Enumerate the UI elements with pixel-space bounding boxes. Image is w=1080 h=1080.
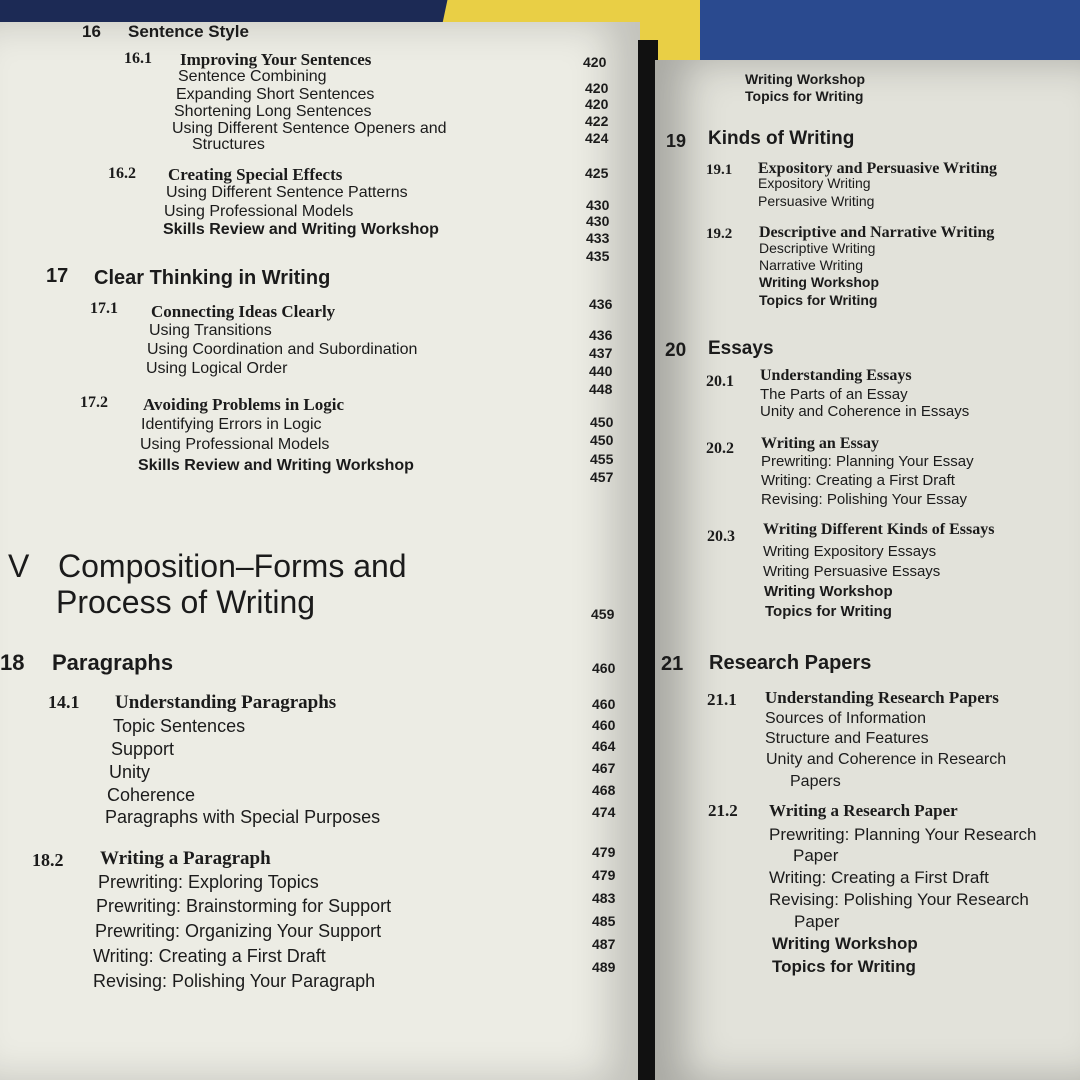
toc-item: Writing: Creating a First Draft: [769, 868, 989, 887]
toc-item: Writing Workshop: [764, 583, 893, 600]
toc-item: Topics for Writing: [745, 88, 864, 104]
page-number: 459: [591, 606, 615, 622]
page-number: 437: [589, 345, 613, 361]
toc-item: Using Coordination and Subordination: [147, 341, 418, 358]
page-number: 430: [586, 197, 610, 213]
section-title: Connecting Ideas Clearly: [151, 302, 336, 321]
section-number: 18.2: [32, 850, 64, 870]
toc-item: Topics for Writing: [765, 603, 892, 620]
section-title: Understanding Essays: [760, 367, 912, 384]
toc-item: Revising: Polishing Your Essay: [761, 491, 967, 508]
unit-title: Process of Writing: [56, 584, 316, 620]
page-number: 424: [585, 130, 609, 146]
page-number: 474: [592, 804, 616, 820]
section-number: 17.1: [90, 300, 118, 317]
toc-item: Persuasive Writing: [758, 193, 875, 209]
toc-item: Using Different Sentence Openers and: [172, 120, 447, 137]
chapter-number: 16: [82, 22, 101, 41]
page-number: 430: [586, 213, 610, 229]
chapter-title: Kinds of Writing: [708, 128, 855, 149]
chapter-title: Research Papers: [709, 652, 872, 674]
toc-item: Expanding Short Sentences: [176, 86, 375, 103]
section-title: Avoiding Problems in Logic: [143, 395, 345, 414]
toc-item: Using Different Sentence Patterns: [166, 184, 408, 201]
page-number: 433: [586, 230, 610, 246]
toc-item: Narrative Writing: [759, 257, 863, 273]
toc-item: Prewriting: Exploring Topics: [98, 872, 319, 892]
section-title: Writing a Research Paper: [769, 801, 958, 820]
left-page: [0, 22, 640, 1080]
page-number: 485: [592, 913, 616, 929]
toc-item: Using Transitions: [149, 322, 272, 339]
page-number: 483: [592, 890, 616, 906]
toc-item: Structure and Features: [765, 730, 929, 747]
toc-item: The Parts of an Essay: [760, 386, 908, 403]
section-number: 21.2: [708, 801, 738, 820]
toc-item: Unity and Coherence in Research: [766, 751, 1007, 768]
toc-item: Unity: [109, 762, 151, 782]
chapter-number: 17: [46, 265, 69, 287]
page-number: 487: [592, 936, 616, 952]
toc-item: Writing Workshop: [759, 274, 880, 290]
chapter-title: Clear Thinking in Writing: [94, 267, 331, 289]
chapter-number: 21: [661, 653, 684, 675]
page-number: 479: [592, 867, 616, 883]
section-number: 20.3: [707, 528, 735, 545]
toc-item: Shortening Long Sentences: [174, 103, 372, 120]
toc-item: Prewriting: Planning Your Research: [769, 825, 1037, 844]
page-number: 455: [590, 451, 614, 467]
toc-item: Using Logical Order: [146, 360, 288, 377]
section-title: Expository and Persuasive Writing: [758, 160, 997, 177]
chapter-number: 18: [0, 650, 25, 675]
section-number: 19.2: [706, 226, 733, 242]
page-number: 460: [592, 717, 616, 733]
toc-item: Topic Sentences: [113, 716, 246, 736]
page-number: 420: [585, 80, 609, 96]
toc-item: Writing Persuasive Essays: [763, 563, 941, 580]
section-title: Understanding Paragraphs: [115, 692, 337, 713]
page-number: 420: [585, 96, 609, 112]
unit-title: Composition–Forms and: [58, 548, 407, 584]
toc-item: Topics for Writing: [759, 292, 878, 308]
page-number: 464: [592, 738, 616, 754]
right-page: [655, 60, 1080, 1080]
section-number: 20.2: [706, 440, 734, 457]
toc-item: Prewriting: Organizing Your Support: [95, 921, 382, 941]
section-title: Understanding Research Papers: [765, 688, 999, 707]
toc-item: Writing: Creating a First Draft: [761, 472, 955, 489]
toc-item: Writing Workshop: [745, 71, 866, 87]
toc-item: Skills Review and Writing Workshop: [138, 457, 414, 474]
chapter-number: 19: [666, 131, 687, 151]
page-number: 460: [592, 696, 616, 712]
toc-item: Structures: [192, 136, 265, 153]
page-number: 440: [589, 363, 613, 379]
section-title: Writing Different Kinds of Essays: [763, 521, 995, 538]
toc-item: Using Professional Models: [164, 203, 354, 220]
section-number: 21.1: [707, 690, 737, 709]
chapter-title: Essays: [708, 338, 774, 359]
section-number: 19.1: [706, 162, 733, 178]
chapter-title: Sentence Style: [128, 22, 249, 41]
toc-item: Prewriting: Brainstorming for Support: [96, 896, 392, 916]
page-number: 436: [589, 327, 613, 343]
toc-item: Papers: [790, 773, 841, 790]
toc-item: Coherence: [107, 785, 196, 805]
toc-item: Paper: [793, 846, 839, 865]
page-number: 425: [585, 165, 609, 181]
section-title: Improving Your Sentences: [180, 50, 372, 69]
toc-item: Support: [111, 739, 175, 759]
toc-item: Revising: Polishing Your Paragraph: [93, 971, 376, 991]
toc-item: Topics for Writing: [772, 957, 916, 976]
toc-item: Revising: Polishing Your Research: [769, 890, 1029, 909]
page-number: 435: [586, 248, 610, 264]
page-number: 422: [585, 113, 609, 129]
section-number: 16.2: [108, 165, 136, 182]
section-number: 20.1: [706, 373, 734, 390]
page-number: 420: [583, 54, 607, 70]
toc-item: Writing: Creating a First Draft: [93, 946, 326, 966]
page-number: 489: [592, 959, 616, 975]
page-number: 467: [592, 760, 616, 776]
toc-item: Writing Expository Essays: [763, 543, 937, 560]
toc-item: Writing Workshop: [772, 934, 918, 953]
chapter-title: Paragraphs: [52, 650, 174, 675]
toc-item: Sentence Combining: [178, 68, 327, 85]
section-number: 17.2: [80, 394, 108, 411]
toc-item: Sources of Information: [765, 710, 926, 727]
toc-item: Paper: [794, 912, 840, 931]
section-number: 16.1: [124, 50, 152, 67]
toc-item: Prewriting: Planning Your Essay: [761, 453, 974, 470]
toc-item: Descriptive Writing: [759, 240, 876, 256]
page-number: 468: [592, 782, 616, 798]
page-number: 460: [592, 660, 616, 676]
toc-item: Paragraphs with Special Purposes: [105, 807, 381, 827]
page-number: 479: [592, 844, 616, 860]
page-number: 450: [590, 414, 614, 430]
section-title: Creating Special Effects: [168, 165, 343, 184]
page-number: 436: [589, 296, 613, 312]
page-number: 457: [590, 469, 614, 485]
toc-item: Unity and Coherence in Essays: [760, 403, 970, 420]
toc-item: Using Professional Models: [140, 436, 330, 453]
section-title: Writing an Essay: [761, 435, 879, 452]
section-number: 14.1: [48, 692, 80, 712]
page-number: 450: [590, 432, 614, 448]
toc-item: Identifying Errors in Logic: [141, 416, 322, 433]
toc-item: Expository Writing: [758, 175, 871, 191]
section-title: Writing a Paragraph: [100, 848, 271, 869]
toc-item: Skills Review and Writing Workshop: [163, 221, 439, 238]
chapter-number: 20: [665, 340, 687, 361]
section-title: Descriptive and Narrative Writing: [759, 224, 995, 241]
unit-number: V: [8, 548, 30, 584]
page-number: 448: [589, 381, 613, 397]
